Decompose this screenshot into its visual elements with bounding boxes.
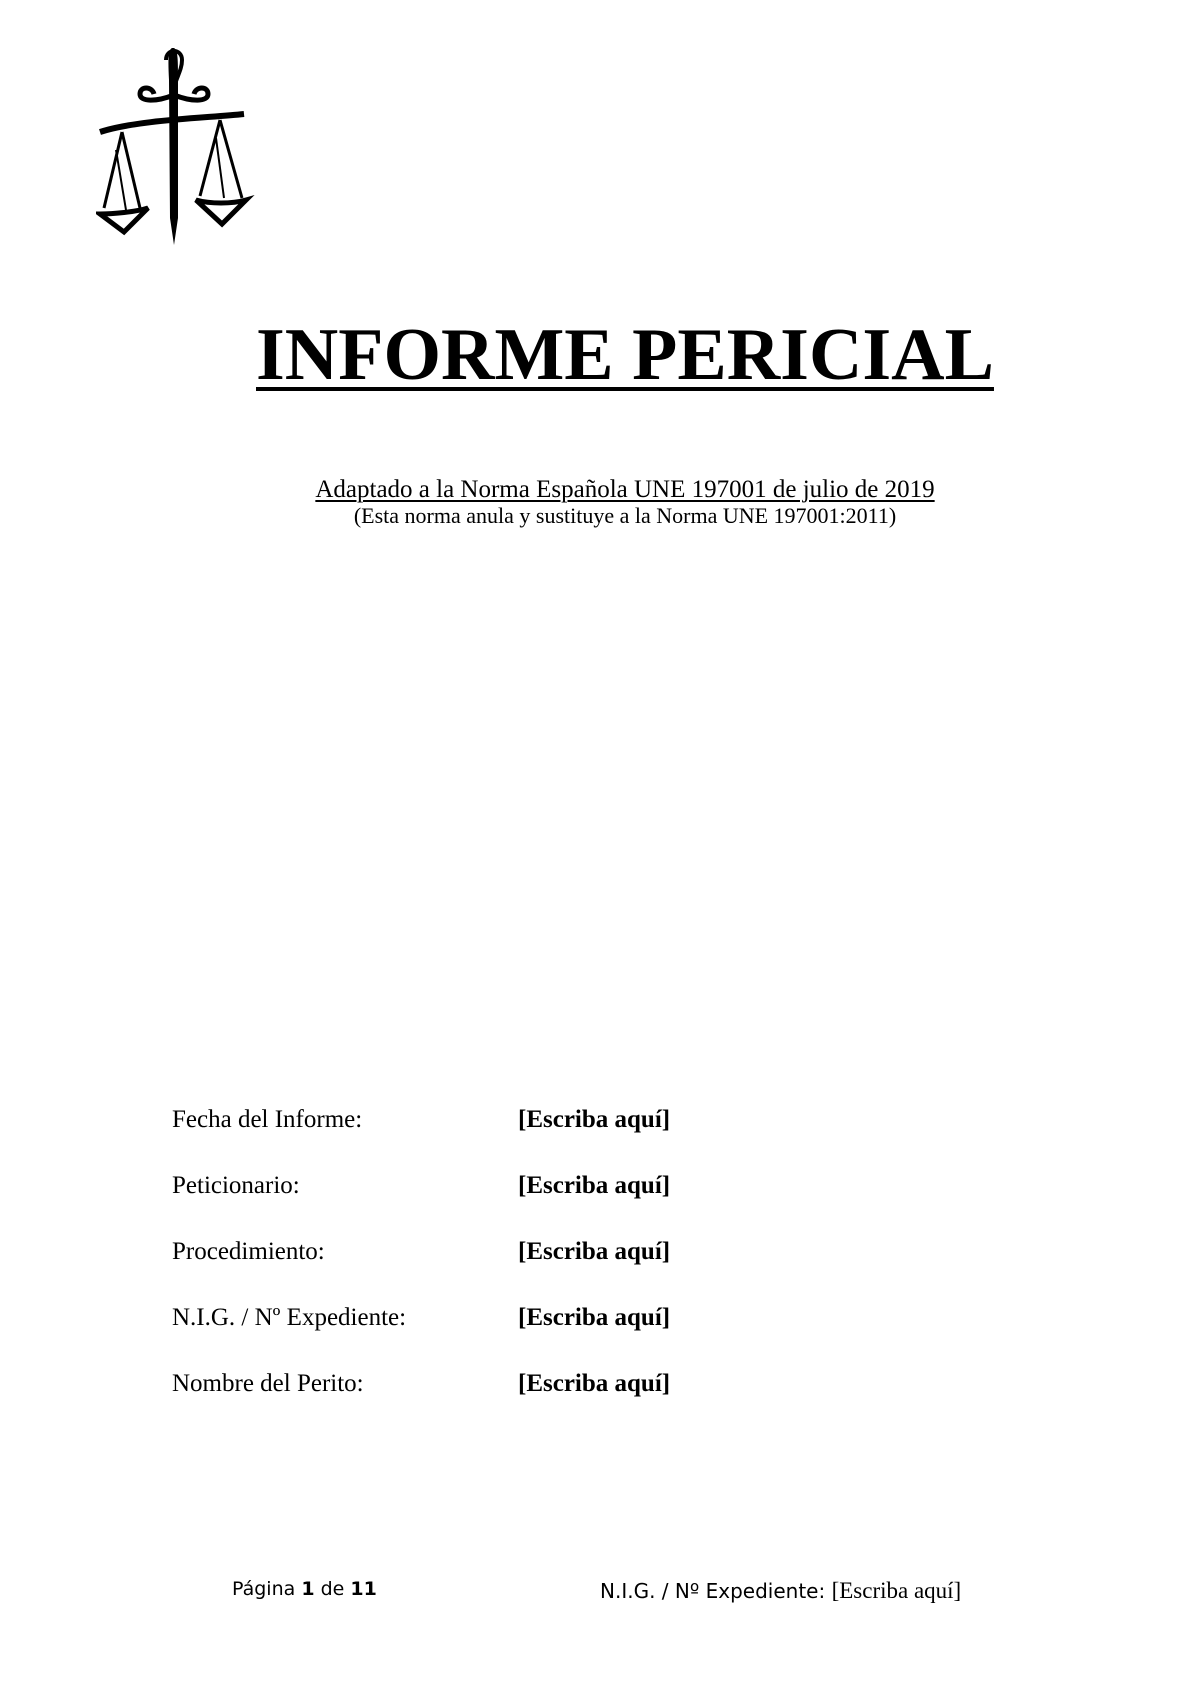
title-text: INFORME PERICIAL — [256, 314, 994, 396]
page-current: 1 — [301, 1578, 315, 1600]
page-footer — [0, 1576, 1200, 1616]
page-of: de — [320, 1578, 345, 1600]
page-word: Página — [232, 1578, 296, 1600]
report-fields — [172, 1106, 872, 1436]
field-label: Procedimiento: — [172, 1238, 325, 1265]
footer-expediente — [600, 1578, 961, 1604]
field-row — [172, 1172, 872, 1238]
subtitle-text: Adaptado a la Norma Española UNE 197001 de julio de 2019 — [315, 476, 935, 503]
field-value[interactable]: [Escriba aquí] — [518, 1106, 671, 1133]
field-label: Fecha del Informe: — [172, 1106, 363, 1133]
field-label: Nombre del Perito: — [172, 1370, 364, 1397]
page-title — [0, 314, 1200, 396]
field-row — [172, 1370, 872, 1436]
field-value[interactable]: [Escriba aquí] — [518, 1370, 671, 1397]
field-row — [172, 1106, 872, 1172]
field-value[interactable]: [Escriba aquí] — [518, 1304, 671, 1331]
page-number — [232, 1578, 377, 1600]
subtitle-note: (Esta norma anula y sustituye a la Norma UNE 197001:2011) — [353, 502, 897, 528]
subtitle-block — [0, 476, 1200, 528]
footer-nig-value[interactable]: [Escriba aquí] — [831, 1578, 962, 1603]
field-label: Peticionario: — [172, 1172, 300, 1199]
page-total: 11 — [350, 1578, 377, 1600]
footer-nig-label: N.I.G. / Nº Expediente: — [600, 1579, 826, 1603]
field-row — [172, 1304, 872, 1370]
field-row — [172, 1238, 872, 1304]
field-value[interactable]: [Escriba aquí] — [518, 1172, 671, 1199]
field-label: N.I.G. / Nº Expediente: — [172, 1304, 407, 1331]
field-value[interactable]: [Escriba aquí] — [518, 1238, 671, 1265]
scales-of-justice-icon — [96, 40, 266, 260]
